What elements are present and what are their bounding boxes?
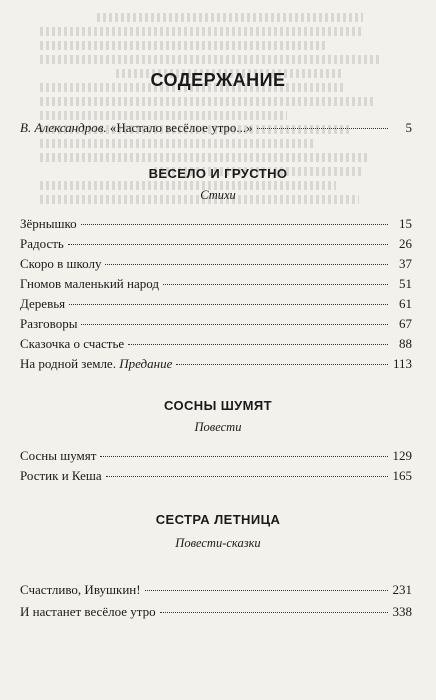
toc-page-number: 5 — [405, 120, 412, 135]
dot-leader — [106, 476, 388, 477]
toc-entry[interactable] — [20, 336, 412, 354]
toc-page-number: 231 — [392, 582, 412, 597]
toc-entry[interactable] — [20, 468, 412, 486]
section-title: СЕСТРА ЛЕТНИЦА — [155, 512, 281, 527]
section-subtitle: Повести — [194, 420, 242, 434]
dot-leader — [81, 324, 388, 325]
page-title: СОДЕРЖАНИЕ — [150, 70, 286, 90]
toc-page-number: 67 — [399, 316, 412, 331]
toc-entry[interactable] — [20, 604, 412, 622]
section-subtitle: Стихи — [200, 188, 236, 202]
dot-leader — [160, 612, 388, 613]
dot-leader — [69, 304, 388, 305]
dot-leader — [100, 456, 388, 457]
dot-leader — [257, 128, 388, 129]
toc-entry-label — [20, 120, 253, 136]
toc-entry-title: Гномов маленький народ — [20, 276, 159, 291]
dot-leader — [68, 244, 388, 245]
dot-leader — [128, 344, 388, 345]
toc-entry[interactable] — [20, 256, 412, 274]
toc-page-number: 165 — [392, 468, 412, 483]
dot-leader — [105, 264, 388, 265]
toc-page-number: 15 — [399, 216, 412, 231]
toc-entry-title: Зёрнышко — [20, 216, 77, 231]
dot-leader — [163, 284, 388, 285]
dot-leader — [145, 590, 388, 591]
toc-page-number: 26 — [399, 236, 412, 251]
toc-entry-title: Ростик и Кеша — [20, 468, 102, 483]
toc-entry-title: Разговоры — [20, 316, 78, 331]
toc-page-number: 338 — [392, 604, 412, 619]
section-title: ВЕСЕЛО И ГРУСТНО — [148, 166, 288, 181]
toc-page-number: 113 — [392, 356, 412, 371]
toc-page-number: 51 — [399, 276, 412, 291]
toc-entry-title: Счастливо, Ивушкин! — [20, 582, 141, 597]
toc-entry[interactable] — [20, 448, 412, 466]
section-title: СОСНЫ ШУМЯТ — [164, 398, 272, 413]
toc-page-number: 61 — [399, 296, 412, 311]
section-subtitle: Повести-сказки — [175, 536, 261, 550]
toc-entry[interactable] — [20, 356, 412, 374]
dot-leader — [176, 364, 388, 365]
toc-entry-note: Предание — [119, 356, 173, 371]
toc-entry-title: Сосны шумят — [20, 448, 97, 463]
toc-entry[interactable] — [20, 236, 412, 254]
toc-page-number: 129 — [392, 448, 412, 463]
toc-entry-title: Скоро в школу — [20, 256, 102, 271]
dot-leader — [81, 224, 388, 225]
intro-title: «Настало весёлое утро...» — [106, 120, 253, 135]
toc-entry-title: Радость — [20, 236, 64, 251]
toc-entry[interactable] — [20, 296, 412, 314]
toc-entry[interactable] — [20, 582, 412, 600]
toc-entry[interactable] — [20, 276, 412, 294]
toc-entry-title: На родной земле. — [20, 356, 120, 371]
toc-page-number: 37 — [399, 256, 412, 271]
toc-entry-title: Деревья — [20, 296, 66, 311]
toc-entry-title: Сказочка о счастье — [20, 336, 125, 351]
toc-page-number: 88 — [399, 336, 412, 351]
intro-author: В. Александров. — [20, 120, 107, 135]
toc-entry[interactable] — [20, 316, 412, 334]
toc-entry[interactable] — [20, 216, 412, 234]
toc-entry-intro[interactable] — [20, 120, 412, 138]
toc-entry-title: И настанет весёлое утро — [20, 604, 156, 619]
toc-entry-label — [20, 356, 172, 372]
